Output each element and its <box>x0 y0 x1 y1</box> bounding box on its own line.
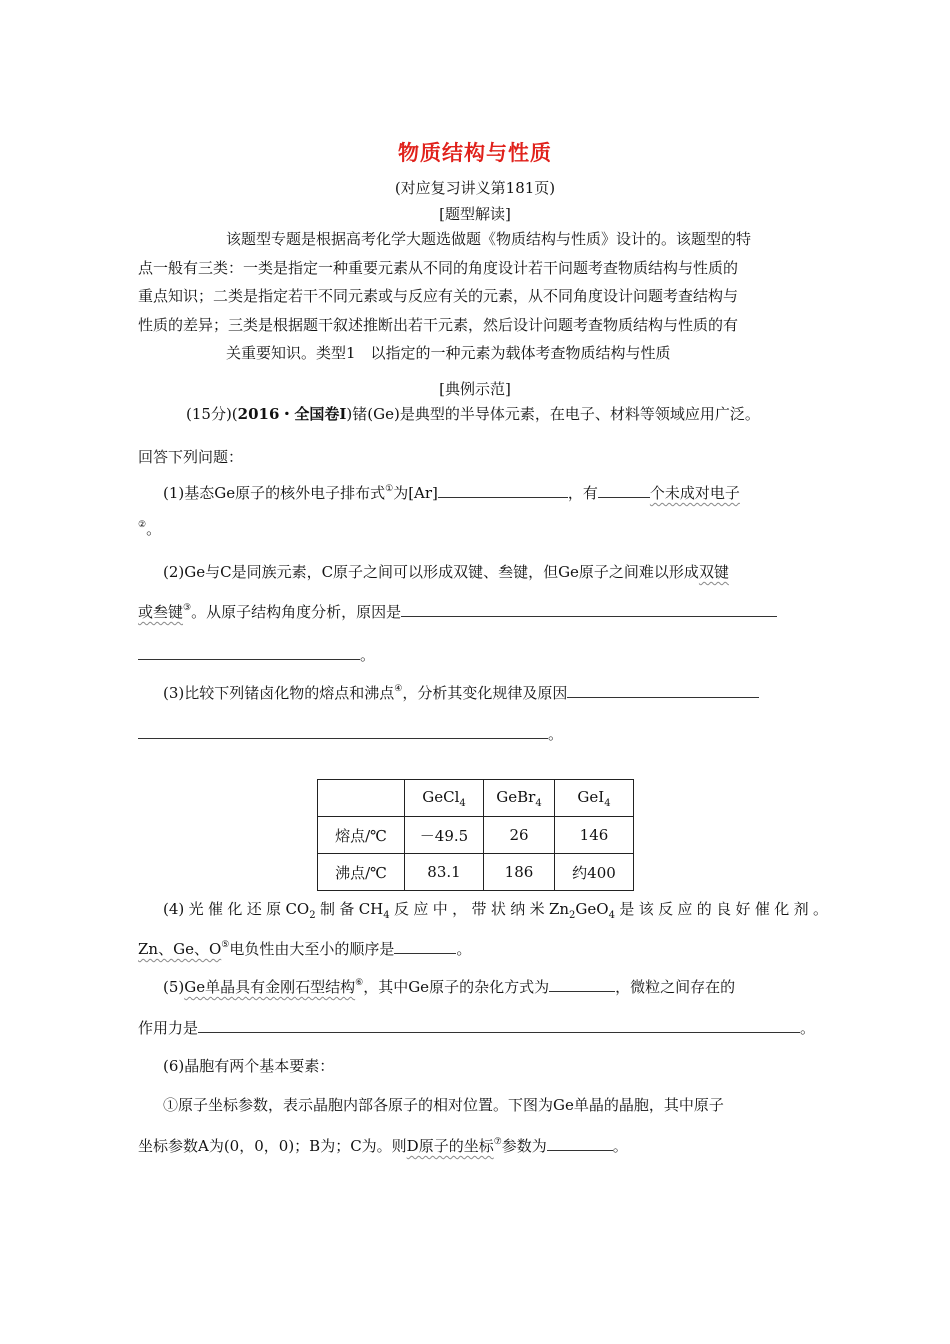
footnote-marker: ② <box>138 520 147 530</box>
question-1: (1)基态Ge原子的核外电子排布式①为[Ar] ，有 个未成对电子 <box>163 484 740 502</box>
question-6: (6)晶胞有两个基本要素： <box>163 1057 335 1075</box>
answer-blank[interactable] <box>567 683 759 698</box>
table-row <box>318 817 634 854</box>
question-3: (3)比较下列锗卤化物的熔点和沸点④，分析其变化规律及原因 <box>163 682 759 703</box>
answer-blank[interactable] <box>598 483 650 498</box>
footnote-marker: ④ <box>394 684 403 694</box>
page-reference: (对应复习讲义第181页) <box>394 179 556 197</box>
table-header-row <box>318 780 634 817</box>
footnote-marker: ⑤ <box>221 940 230 950</box>
table-cell: 26 <box>484 817 555 854</box>
question-2-cont: 或叁键③。从原子结构角度分析，原因是 <box>138 601 777 622</box>
question-2-answer-line: 。 <box>138 644 375 665</box>
table-header-cell <box>318 780 405 817</box>
table-cell: 约400 <box>555 854 634 891</box>
answer-blank[interactable] <box>438 483 568 498</box>
answer-blank[interactable] <box>138 724 548 739</box>
question-stem: (15分)(2016・全国卷Ⅰ)锗(Ge)是典型的半导体元素，在电子、材料等领域应用广泛。 <box>186 405 760 423</box>
question-3-answer-line: 。 <box>138 723 563 744</box>
question-prompt: 回答下列问题： <box>138 448 244 466</box>
intro-line: 性质的差异；三类是根据题干叙述推断出若干元素，然后设计问题考查物质结构与性质的有 <box>138 315 739 334</box>
section-heading-interpretation: [题型解读] <box>439 205 511 223</box>
footnote-marker: ③ <box>183 603 192 613</box>
table-header-cell: GeI$_4$ <box>555 780 634 817</box>
answer-blank[interactable] <box>138 645 360 660</box>
table-cell: －49.5 <box>405 817 484 854</box>
page-title: 物质结构与性质 <box>398 140 552 165</box>
table-header-cell: GeBr$_4$ <box>484 780 555 817</box>
question-4: (4)光催化还原$CO_2$制备$CH_4$反应中，带状纳米$Zn_2GeO_4$是该反应的良好催化剂。 <box>163 900 829 921</box>
question-5: (5)Ge单晶具有金刚石型结构⑥，其中Ge原子的杂化方式为 ，微粒之间存在的 <box>163 978 736 996</box>
answer-blank[interactable] <box>394 939 456 954</box>
footnote-marker: ① <box>385 484 394 494</box>
question-1-cont: ②。 <box>138 520 162 538</box>
table-row <box>318 854 634 891</box>
intro-paragraph <box>138 225 818 368</box>
table-cell: 186 <box>484 854 555 891</box>
answer-blank[interactable] <box>198 1018 800 1033</box>
question-4-cont: Zn、Ge、O⑤电负性由大至小的顺序是 。 <box>138 940 472 958</box>
intro-line: 重点知识；二类是指定若干不同元素或与反应有关的元素，从不同角度设计问题考查结构与 <box>138 287 739 305</box>
intro-line: 关重要知识。类型1 以指定的一种元素为载体考查物质结构与性质 <box>226 344 671 362</box>
question-5-cont: 作用力是 。 <box>138 1019 816 1037</box>
table-cell: 146 <box>555 817 634 854</box>
footnote-marker: ⑥ <box>355 978 364 988</box>
table-cell: 83.1 <box>405 854 484 891</box>
answer-blank[interactable] <box>401 602 777 617</box>
footnote-marker: ⑦ <box>493 1137 502 1147</box>
question-2: (2)Ge与C是同族元素，C原子之间可以形成双键、叁键，但Ge原子之间难以形成双键 <box>163 563 729 581</box>
table-header-cell: GeCl$_4$ <box>405 780 484 817</box>
table-cell: 熔点/℃ <box>318 817 405 854</box>
intro-line: 点一般有三类：一类是指定一种重要元素从不同的角度设计若干问题考查物质结构与性质的 <box>138 258 739 277</box>
intro-line: 该题型专题是根据高考化学大题选做题《物质结构与性质》设计的。该题型的特 <box>226 230 752 248</box>
answer-blank[interactable] <box>547 1136 613 1151</box>
halide-data-table <box>317 779 634 891</box>
table-cell: 沸点/℃ <box>318 854 405 891</box>
question-6-part-1: ①原子坐标参数，表示晶胞内部各原子的相对位置。下图为Ge单晶的晶胞，其中原子 <box>163 1096 724 1114</box>
answer-blank[interactable] <box>549 977 615 992</box>
question-6-part-1-cont: 坐标参数A为(0，0，0)；B为；C为。则D原子的坐标⑦参数为 。 <box>138 1137 628 1155</box>
section-heading-example: [典例示范] <box>439 380 511 398</box>
